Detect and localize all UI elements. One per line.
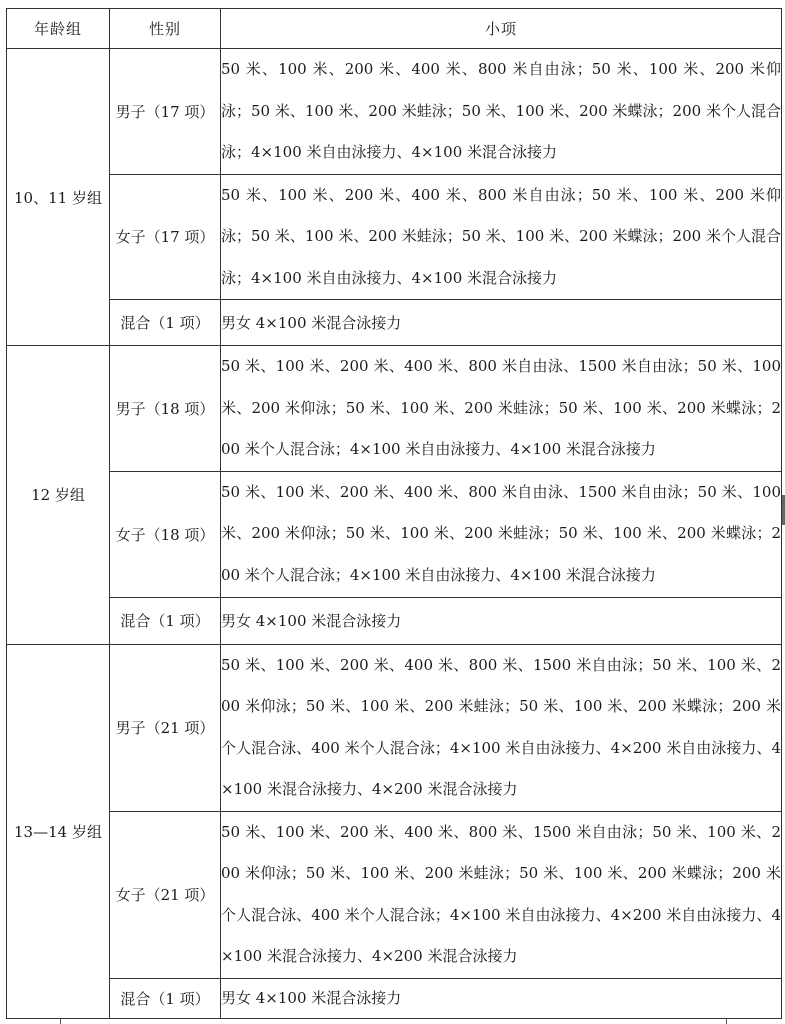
gender-cell: 混合（1 项）	[110, 597, 221, 644]
events-cell: 50 米、100 米、200 米、400 米、800 米自由泳；50 米、100 米、200 米仰泳；50 米、100 米、200 米蛙泳；50 米、100 米、200 米蝶泳；200 米个人混合泳；4×100 米自由泳接力、4×100 米混合泳接力	[221, 174, 782, 300]
table-header-row	[7, 9, 782, 49]
gender-cell: 男子（18 项）	[110, 346, 221, 472]
events-cell: 男女 4×100 米混合泳接力	[221, 597, 782, 644]
table-row	[7, 811, 782, 978]
table-row	[7, 978, 782, 1018]
header-age-group: 年龄组	[7, 9, 110, 49]
page-bottom-tick	[60, 1019, 61, 1024]
events-cell: 50 米、100 米、200 米、400 米、800 米自由泳、1500 米自由泳；50 米、100 米、200 米仰泳；50 米、100 米、200 米蛙泳；50 米、100 米、200 米蝶泳；200 米个人混合泳；4×100 米自由泳接力、4×100 米混合泳接力	[221, 346, 782, 472]
page-bottom-tick	[726, 1019, 727, 1024]
events-cell: 50 米、100 米、200 米、400 米、800 米、1500 米自由泳；50 米、100 米、200 米仰泳；50 米、100 米、200 米蛙泳；50 米、100 米、200 米蝶泳；200 米个人混合泳、400 米个人混合泳；4×100 米自由泳接力、4×200 米自由泳接力、4×100 米混合泳接力、4×200 米混合泳接力	[221, 644, 782, 811]
events-cell: 50 米、100 米、200 米、400 米、800 米自由泳、1500 米自由泳；50 米、100 米、200 米仰泳；50 米、100 米、200 米蛙泳；50 米、100 米、200 米蝶泳；200 米个人混合泳；4×100 米自由泳接力、4×100 米混合泳接力	[221, 471, 782, 597]
gender-cell: 男子（17 项）	[110, 49, 221, 175]
table-row	[7, 471, 782, 597]
table-row	[7, 300, 782, 346]
gender-cell: 女子（17 项）	[110, 174, 221, 300]
table-row	[7, 174, 782, 300]
gender-cell: 混合（1 项）	[110, 978, 221, 1018]
events-cell: 50 米、100 米、200 米、400 米、800 米、1500 米自由泳；50 米、100 米、200 米仰泳；50 米、100 米、200 米蛙泳；50 米、100 米、200 米蝶泳；200 米个人混合泳、400 米个人混合泳；4×100 米自由泳接力、4×200 米自由泳接力、4×100 米混合泳接力、4×200 米混合泳接力	[221, 811, 782, 978]
table-row	[7, 644, 782, 811]
header-gender: 性别	[110, 9, 221, 49]
age-group-cell: 10、11 岁组	[7, 49, 110, 346]
events-cell: 50 米、100 米、200 米、400 米、800 米自由泳；50 米、100 米、200 米仰泳；50 米、100 米、200 米蛙泳；50 米、100 米、200 米蝶泳；200 米个人混合泳；4×100 米自由泳接力、4×100 米混合泳接力	[221, 49, 782, 175]
events-cell: 男女 4×100 米混合泳接力	[221, 978, 782, 1018]
events-cell: 男女 4×100 米混合泳接力	[221, 300, 782, 346]
swimming-events-table	[6, 8, 782, 1019]
table-row	[7, 597, 782, 644]
gender-cell: 男子（21 项）	[110, 644, 221, 811]
age-group-cell: 12 岁组	[7, 346, 110, 645]
header-events: 小项	[221, 9, 782, 49]
gender-cell: 女子（21 项）	[110, 811, 221, 978]
age-group-cell: 13—14 岁组	[7, 644, 110, 1018]
table-row	[7, 49, 782, 175]
gender-cell: 混合（1 项）	[110, 300, 221, 346]
table-row	[7, 346, 782, 472]
gender-cell: 女子（18 项）	[110, 471, 221, 597]
